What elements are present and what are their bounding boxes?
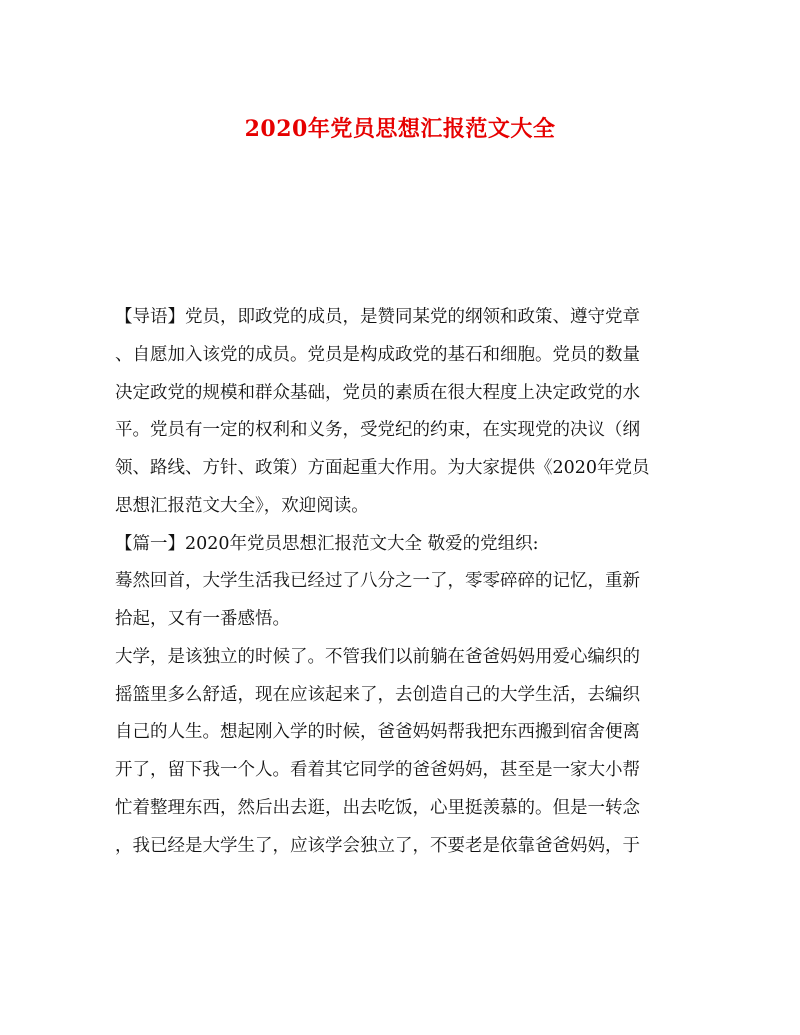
text-line: 摇篮里多么舒适，现在应该起来了，去创造自己的大学生活，去编织 — [115, 684, 640, 705]
text-line: 、自愿加入该党的成员。党员是构成政党的基石和细胞。党员的数量 — [115, 344, 640, 365]
text-line: 拾起，又有一番感悟。 — [115, 609, 290, 629]
text-line: ，我已经是大学生了，应该学会独立了，不要老是依靠爸爸妈妈，于 — [115, 835, 640, 856]
text-line: 蓦然回首，大学生活我已经过了八分之一了，零零碎碎的记忆，重新 — [115, 571, 640, 592]
text-line: 开了，留下我一个人。看着其它同学的爸爸妈妈，甚至是一家大小帮 — [115, 760, 640, 780]
text-line: 自己的人生。想起刚入学的时候，爸爸妈妈帮我把东西搬到宿舍便离 — [115, 722, 640, 743]
document-body — [115, 299, 690, 865]
text-line: 大学，是该独立的时候了。不管我们以前躺在爸爸妈妈用爱心编织的 — [115, 646, 640, 667]
text-line: 【导语】党员，即政党的成员，是赞同某党的纲领和政策、遵守党章 — [115, 307, 640, 327]
text-line: 思想汇报范文大全》，欢迎阅读。 — [115, 495, 369, 516]
text-line: 领、路线、方针、政策）方面起重大作用。为大家提供《2020年党员 — [115, 458, 650, 478]
text-line: 平。党员有一定的权利和义务，受党纪的约束，在实现党的决议（纲 — [115, 420, 640, 441]
text-line: 忙着整理东西，然后出去逛，出去吃饭，心里挺羡慕的。但是一转念 — [115, 797, 640, 818]
text-line: 决定政党的规模和群众基础，党员的素质在很大程度上决定政党的水 — [115, 382, 640, 403]
document-title: 2020年党员思想汇报范文大全 — [244, 116, 556, 142]
section-heading-line: 【篇一】2020年党员思想汇报范文大全 敬爱的党组织: — [115, 533, 539, 554]
